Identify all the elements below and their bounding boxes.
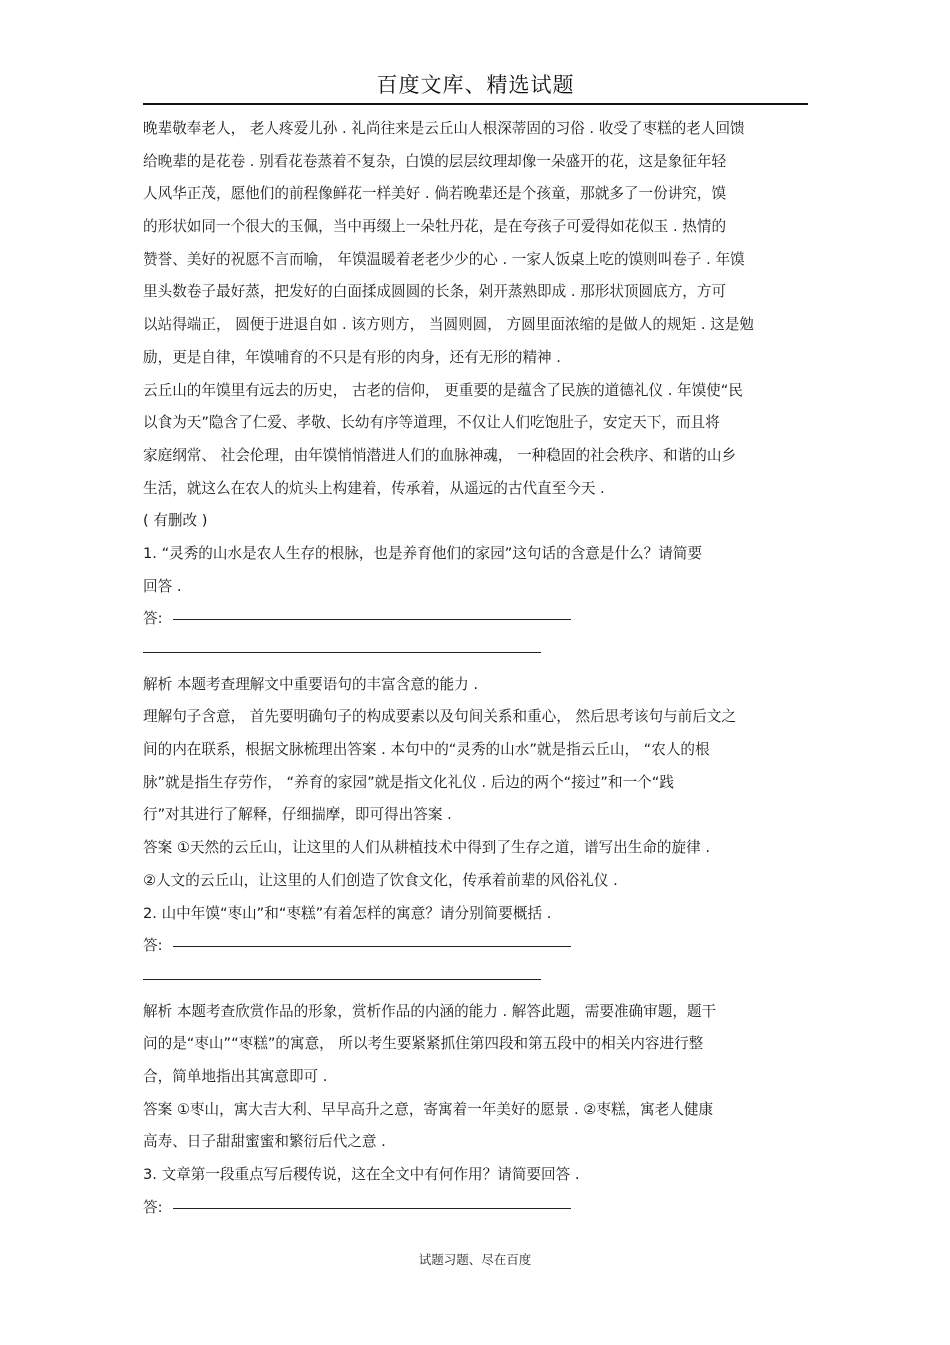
analysis-2: 解析 本题考查欣赏作品的形象，赏析作品的内涵的能力 . 解答此题，需要准确审题，题干 [143, 1002, 717, 1020]
text-line: 的形状如同一个很大的玉佩，当中再缀上一朵牡丹花，是在夸孩子可爱得如花似玉 . 热情的 [143, 218, 727, 236]
answer-label: 答: [143, 1198, 163, 1216]
question-3: 3. 文章第一段重点写后稷传说，这在全文中有何作用？请简要回答 . [143, 1166, 580, 1183]
page-header [143, 70, 808, 105]
text-line: 给晚辈的是花卷 . 别看花卷蒸着不复杂，白馍的层层纹理却像一朵盛开的花，这是象征年轻 [143, 152, 727, 170]
text-line: 高寿、日子甜甜蜜蜜和繁衍后代之意 . [143, 1133, 386, 1151]
page-title: 百度文库、精选试题 [376, 73, 575, 97]
text-line: 赞誉、美好的祝愿不言而喻， 年馍温暖着老老少少的心 . 一家人饭桌上吃的馍则叫卷子 . 年馍 [143, 250, 745, 268]
answer-key-1: 答案 ①天然的云丘山，让这里的人们从耕植技术中得到了生存之道，谱写出生命的旋律 . [143, 839, 710, 857]
page-footer: 试题习题、尽在百度 [418, 1252, 532, 1267]
answer-blank-line[interactable] [143, 978, 541, 980]
text-line: 里头数卷子最好蒸，把发好的白面揉成圆圆的长条，剁开蒸熟即成 . 那形状顶圆底方，方可 [143, 283, 727, 301]
text-line: 问的是“枣山”“枣糕”的寓意， 所以考生要紧紧抓住第四段和第五段中的相关内容进行整 [143, 1035, 704, 1053]
answer-blank-line[interactable] [173, 945, 571, 947]
analysis-1: 解析 本题考查理解文中重要语句的丰富含意的能力 . [143, 675, 478, 693]
text-line: 晚辈敬奉老人， 老人疼爱儿孙 . 礼尚往来是云丘山人根深蒂固的习俗 . 收受了枣糕的老人回馈 [143, 120, 745, 137]
text-line: 励，更是自律，年馍哺育的不只是有形的肉身，还有无形的精神 . [143, 348, 561, 366]
text-line: 云丘山的年馍里有远去的历史， 古老的信仰， 更重要的是蕴含了民族的道德礼仪 . 年馍使“民 [143, 381, 743, 399]
text-line: 合，简单地指出其寓意即可 . [143, 1067, 328, 1085]
answer-row-2 [143, 930, 811, 963]
question-1-cont: 回答 . [143, 577, 182, 595]
answer-row-1 [143, 603, 811, 636]
question-2: 2. 山中年馍“枣山”和“枣糕”有着怎样的寓意？请分别简要概括 . [143, 904, 552, 922]
answer-row-3 [143, 1192, 811, 1225]
question-1: 1. “灵秀的山水是农人生存的根脉，也是养育他们的家园”这句话的含意是什么？请简要 [143, 544, 703, 562]
text-line: 家庭纲常、 社会伦理，由年馍悄悄潜进人们的血脉神魂， 一种稳固的社会秩序、和谐的山乡 [143, 446, 737, 464]
answer-blank-line[interactable] [173, 618, 571, 620]
text-line: 间的内在联系，根据文脉梳理出答案 . 本句中的“灵秀的山水”就是指云丘山， “农人的根 [143, 741, 710, 759]
answer-key-2: 答案 ①枣山，寓大吉大利、早早高升之意，寄寓着一年美好的愿景 . ②枣糕，寓老人健康 [143, 1100, 714, 1118]
answer-row-1b [143, 636, 811, 669]
text-line: 以站得端正， 圆便于进退自如 . 该方则方， 当圆则圆， 方圆里面浓缩的是做人的规矩 . 这是勉 [143, 316, 754, 334]
text-line: ②人文的云丘山，让这里的人们创造了饮食文化，传承着前辈的风俗礼仪 . [143, 871, 618, 889]
answer-blank-line[interactable] [173, 1207, 571, 1209]
document-body [143, 113, 811, 1224]
answer-label: 答: [143, 937, 163, 955]
answer-row-2b [143, 963, 811, 996]
text-line: 人风华正茂，愿他们的前程像鲜花一样美好 . 倘若晚辈还是个孩童，那就多了一份讲究，馍 [143, 185, 727, 203]
source-note: ( 有删改 ) [143, 512, 208, 530]
text-line: 以食为天”隐含了仁爱、孝敬、长幼有序等道理，不仅让人们吃饱肚子，安定天下，而且将 [143, 414, 720, 432]
text-line: 生活，就这么在农人的炕头上构建着，传承着，从遥远的古代直至今天 . [143, 479, 605, 497]
text-line: 行”对其进行了解释，仔细揣摩，即可得出答案 . [143, 806, 452, 824]
answer-label: 答: [143, 610, 163, 628]
answer-blank-line[interactable] [143, 651, 541, 653]
text-line: 脉”就是指生存劳作， “养育的家园”就是指文化礼仪 . 后边的两个“接过”和一个“践 [143, 773, 674, 791]
text-line: 理解句子含意， 首先要明确句子的构成要素以及句间关系和重心， 然后思考该句与前后文之 [143, 708, 737, 726]
